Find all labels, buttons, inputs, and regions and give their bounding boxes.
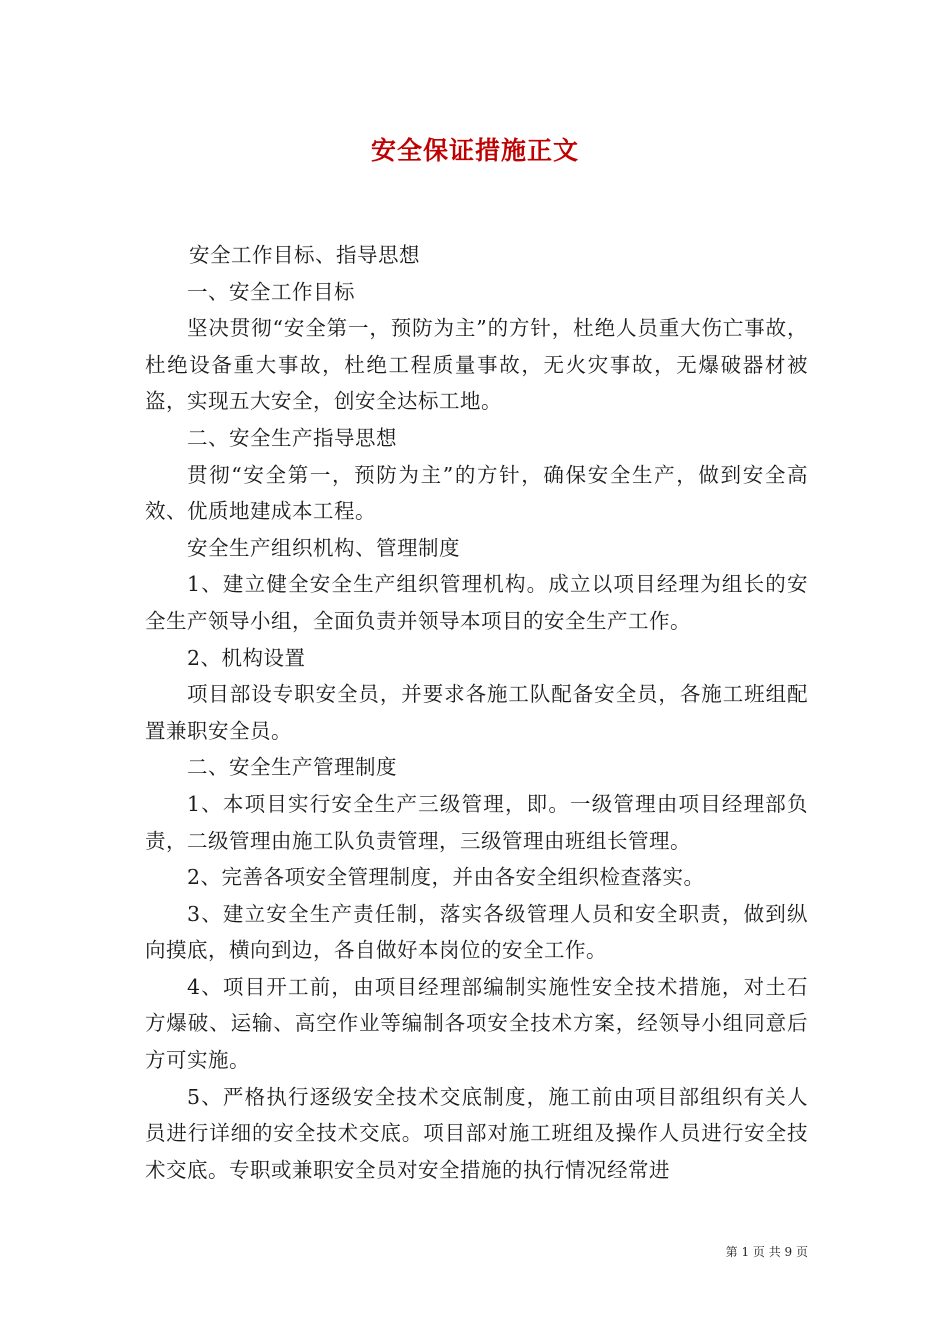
paragraph: 项目部设专职安全员，并要求各施工队配备安全员，各施工班组配置兼职安全员。 bbox=[145, 682, 808, 743]
paragraph-heading: 二、安全生产指导思想 bbox=[187, 425, 397, 450]
paragraph: 4、项目开工前，由项目经理部编制实施性安全技术措施，对土石方爆破、运输、高空作业等编制各项安全技术方案，经领导小组同意后方可实施。 bbox=[145, 974, 808, 1073]
document-body bbox=[145, 237, 808, 1188]
page-number-footer: 第 1 页 共 9 页 bbox=[725, 1245, 808, 1259]
paragraph-heading: 2、机构设置 bbox=[187, 645, 306, 670]
paragraph-section-heading: 安全生产组织机构、管理制度 bbox=[187, 535, 460, 560]
paragraph: 2、完善各项安全管理制度，并由各安全组织检查落实。 bbox=[187, 865, 705, 890]
paragraph-section-heading: 安全工作目标、指导思想 bbox=[189, 243, 420, 267]
paragraph: 3、建立安全生产责任制，落实各级管理人员和安全职责，做到纵向摸底，横向到边，各自做好本岗位的安全工作。 bbox=[145, 901, 808, 963]
paragraph: 1、本项目实行安全生产三级管理，即。一级管理由项目经理部负责，二级管理由施工队负责管理，三级管理由班组长管理。 bbox=[145, 791, 808, 853]
paragraph-heading: 二、安全生产管理制度 bbox=[187, 755, 397, 780]
paragraph: 贯彻“安全第一，预防为主”的方针，确保安全生产，做到安全高效、优质地建成本工程。 bbox=[145, 462, 808, 524]
paragraph: 1、建立健全安全生产组织管理机构。成立以项目经理为组长的安全生产领导小组，全面负责并领导本项目的安全生产工作。 bbox=[145, 572, 808, 633]
page-title: 安全保证措施正文 bbox=[370, 136, 579, 165]
paragraph: 坚决贯彻“安全第一，预防为主”的方针，杜绝人员重大伤亡事故，杜绝设备重大事故，杜绝工程质量事故，无火灾事故，无爆破器材被盗，实现五大安全，创安全达标工地。 bbox=[145, 316, 808, 414]
paragraph-heading: 一、安全工作目标 bbox=[187, 279, 355, 304]
paragraph: 5、严格执行逐级安全技术交底制度，施工前由项目部组织有关人员进行详细的安全技术交底。项目部对施工班组及操作人员进行安全技术交底。专职或兼职安全员对安全措施的执行情况经常进 bbox=[145, 1084, 808, 1182]
